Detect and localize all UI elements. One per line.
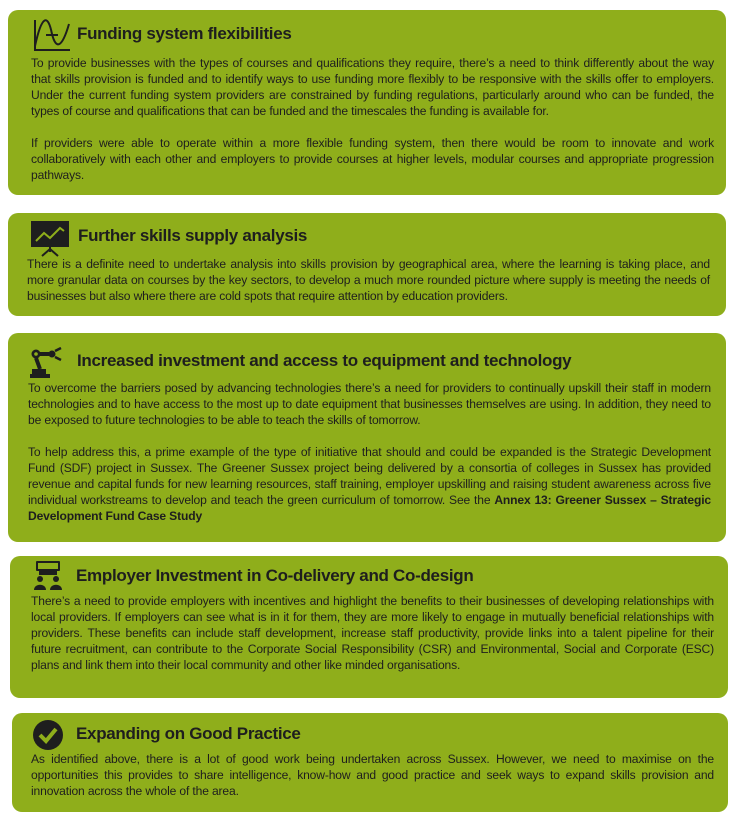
section-title: Expanding on Good Practice [76,724,301,743]
paragraph: There’s a need to provide employers with incentives and highlight the benefits to their businesses of developing relationships with local providers. If employers can see what is in it for them, they are more likely to engage in mutually beneficial relationships with providers. These benefits can include staff development, increase staff productivity, provide links into a talent pipeline for their future recruitment, can contribute to the Corporate Social Responsibility (CSR) and Environmental, Social and Corporate (ESC) plans and link them into their local community and other like minded organisations. [31,594,714,672]
section-investment-equipment [8,333,726,542]
section-funding-flexibilities [8,10,726,195]
section-title: Further skills supply analysis [78,226,308,245]
line-chart-icon [32,18,72,57]
paragraph: To overcome the barriers posed by advancing technologies there’s a need for providers to continually upskill their staff in modern technologies and to have access to the most up to date equipment that businesses themselves are using. In addition, they need to be exposed to future technologies to be able to teach the skills of tomorrow. [28,381,711,427]
paragraph: There is a definite need to undertake analysis into skills provision by geographical area, where the learning is taking place, and more granular data on courses by the key sectors, to develop a much more rounded picture where supply is meeting the needs of businesses but also where there are cold spots that require attention by education providers. [27,257,710,303]
robotic-arm-icon [28,347,62,384]
paragraph: To help address this, a prime example of the type of initiative that should and could be expanded is the Strategic Development Fund (SDF) project in Sussex. The Greener Sussex project being delivered by a consortia of colleges in Sussex has provided revenue and capital funds for new learning resources, staff training, employer upskilling and raising student awareness across five individual workstreams to develop and teach the green curriculum of tomorrow. See the Annex 13: Greener Sussex – Strategic Development Fund Case Study [28,445,711,523]
paragraph: As identified above, there is a lot of good work being undertaken across Sussex. However, we need to maximise on the opportunities this provides to share intelligence, know-how and good practice and seek ways to expand skills provision and innovation across the whole of the area. [31,752,714,798]
annex-reference: Annex 13: Greener Sussex – Strategic Development Fund Case Study [28,493,711,523]
section-employer-investment [10,556,728,698]
people-meeting-icon [32,560,64,597]
section-title: Increased investment and access to equipment and technology [77,351,572,370]
section-skills-supply-analysis [8,213,726,316]
paragraph: To provide businesses with the types of courses and qualifications they require, there’s a need to think differently about the way that skills provision is funded and to identify ways to use funding more flexibly to be responsive with the skills offer to employers. Under the current funding system providers are constrained by funding regulations, particularly around who can be funded, the types of course and qualifications that can be funded and the timescales the funding is available for. [31,56,714,118]
paragraph: If providers were able to operate within a more flexible funding system, then there would be room to innovate and work collaboratively with each other and employers to provide courses at higher levels, modular courses and appropriate progression pathways. [31,136,714,182]
section-good-practice [12,713,728,812]
section-title: Funding system flexibilities [77,24,292,43]
section-title: Employer Investment in Co-delivery and Co-design [76,566,474,585]
